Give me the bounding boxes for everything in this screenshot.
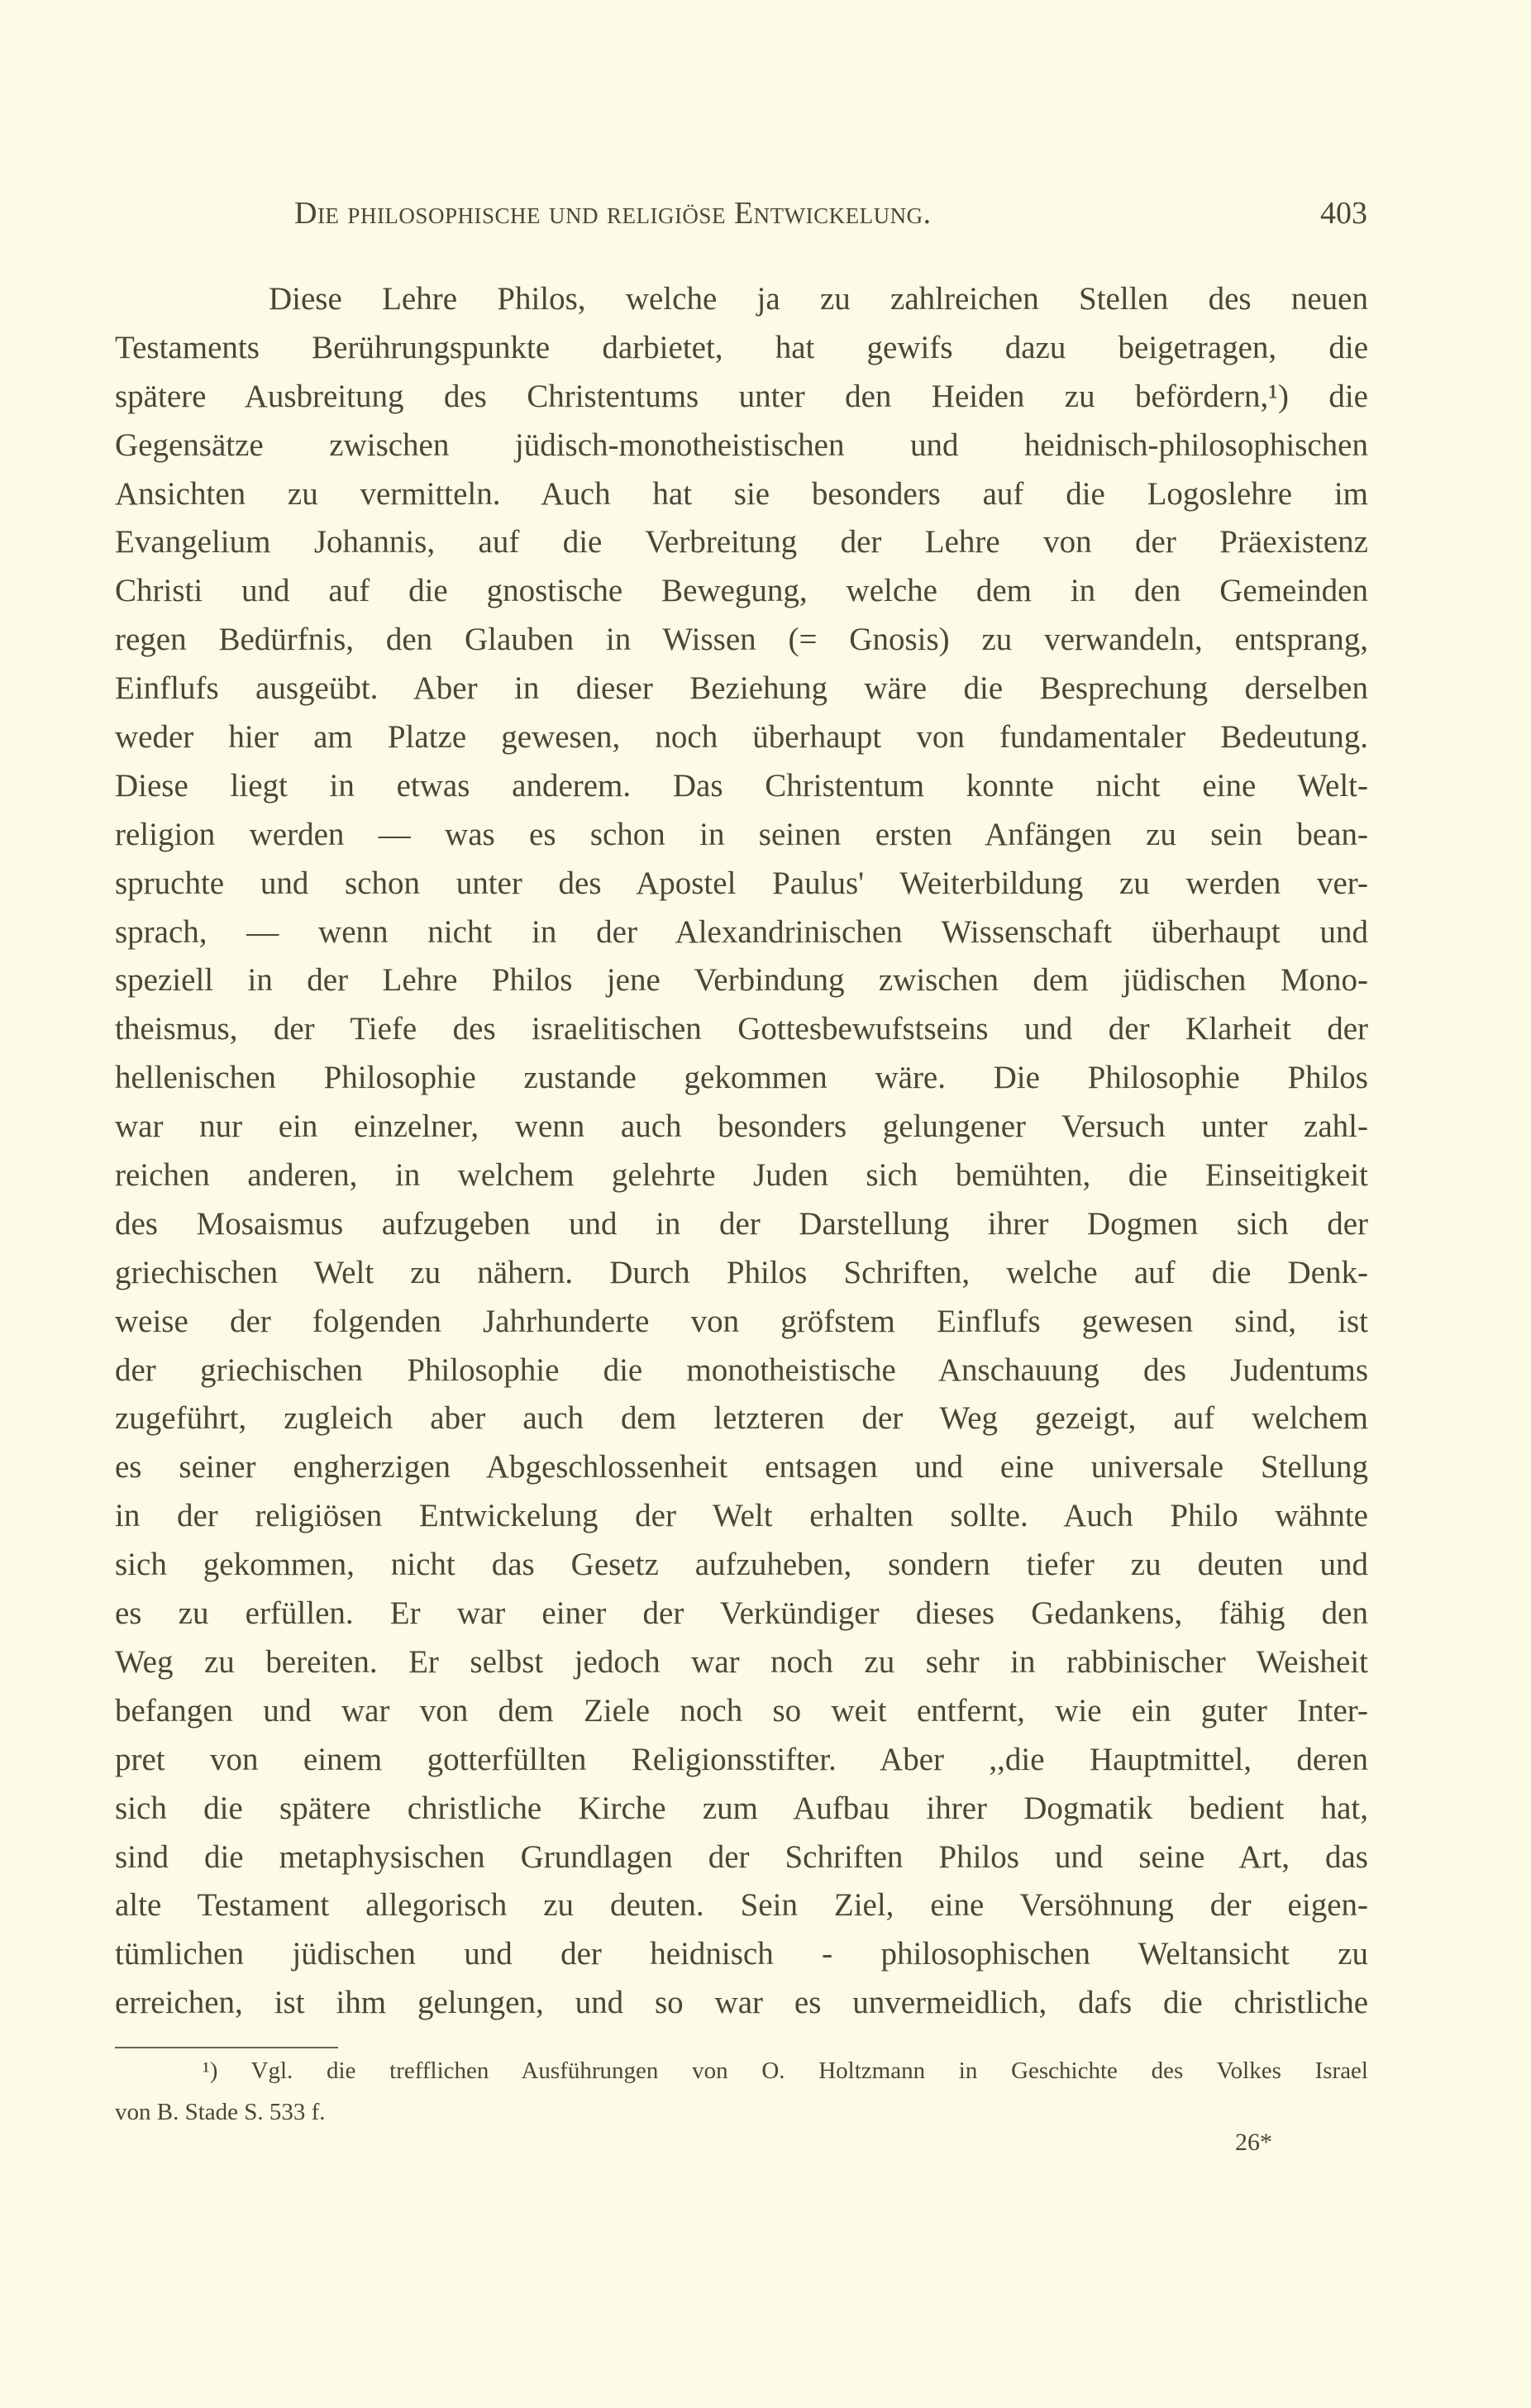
footnote-line-1: ¹) Vgl. die trefflichen Ausführungen von O. Holtzmann in Geschichte des Volkes Israel	[203, 2058, 1368, 2084]
text-line	[115, 1930, 1368, 1979]
text-line	[115, 324, 1368, 373]
text-line	[115, 762, 1368, 811]
text-line	[115, 1736, 1368, 1785]
text-line	[115, 470, 1368, 519]
body-text	[115, 275, 1368, 2028]
text-line	[115, 1054, 1368, 1103]
text-line-content: regen Bedürfnis, den Glauben in Wissen (= Gnosis) zu verwandeln, entsprang,	[115, 622, 1368, 658]
text-line-content: befangen und war von dem Ziele noch so weit entfernt, wie ein guter Inter-	[115, 1692, 1368, 1729]
text-line-content: zugeführt, zugleich aber auch dem letzteren der Weg gezeigt, auf welchem	[115, 1400, 1368, 1437]
text-line	[115, 1152, 1368, 1200]
text-line-content: griechischen Welt zu nähern. Durch Philos Schriften, welche auf die Denk-	[115, 1254, 1368, 1290]
text-line-content: Evangelium Johannis, auf die Verbreitung der Lehre von der Präexistenz	[115, 524, 1368, 560]
text-line-content: Gegensätze zwischen jüdisch-monotheistischen und heidnisch-philosophischen	[115, 427, 1368, 463]
text-line	[115, 1687, 1368, 1736]
text-line-content: tümlichen jüdischen und der heidnisch - philosophischen Weltansicht zu	[115, 1936, 1368, 1972]
text-line	[115, 665, 1368, 713]
footnote-line-2: von B. Stade S. 533 f.	[115, 2099, 326, 2125]
text-line-content: war nur ein einzelner, wenn auch besonders gelungener Versuch unter zahl-	[115, 1109, 1368, 1145]
text-line	[115, 1590, 1368, 1638]
text-line-content: speziell in der Lehre Philos jene Verbindung zwischen dem jüdischen Mono-	[115, 962, 1368, 999]
text-line-content: alte Testament allegorisch zu deuten. Sein Ziel, eine Versöhnung der eigen-	[115, 1887, 1368, 1924]
footnote	[115, 2053, 1368, 2088]
text-line	[115, 567, 1368, 616]
text-line-content: sich die spätere christliche Kirche zum Aufbau ihrer Dogmatik bedient hat,	[115, 1790, 1368, 1826]
text-line	[115, 518, 1368, 567]
text-line	[115, 275, 1368, 324]
signature-mark: 26*	[1235, 2129, 1272, 2156]
text-line-content: Christi und auf die gnostische Bewegung, welche dem in den Gemeinden	[115, 573, 1368, 609]
text-line	[115, 373, 1368, 422]
text-line	[115, 1200, 1368, 1249]
text-line-content: reichen anderen, in welchem gelehrte Juden sich bemühten, die Einseitigkeit	[115, 1157, 1368, 1194]
text-line-content: Testaments Berührungspunkte darbietet, hat gewifs dazu beigetragen, die	[115, 329, 1368, 365]
text-line	[115, 811, 1368, 860]
text-line	[115, 1347, 1368, 1395]
text-line	[115, 422, 1368, 470]
text-line	[115, 1541, 1368, 1590]
text-line-content: es zu erfüllen. Er war einer der Verkündiger dieses Gedankens, fähig den	[115, 1595, 1368, 1632]
text-line	[115, 713, 1368, 762]
text-line	[115, 1881, 1368, 1930]
running-title: Die philosophische und religiöse Entwickelung.	[294, 196, 932, 231]
text-line	[115, 1103, 1368, 1152]
running-header	[294, 195, 1367, 236]
text-line-content: Einflufs ausgeübt. Aber in dieser Beziehung wäre die Besprechung derselben	[115, 670, 1368, 707]
text-line-content: Diese liegt in etwas anderem. Das Christentum konnte nicht eine Welt-	[115, 767, 1368, 803]
text-line	[115, 1492, 1368, 1541]
text-line-content: sprach, — wenn nicht in der Alexandrinischen Wissenschaft überhaupt und	[115, 913, 1368, 950]
text-line	[115, 860, 1368, 908]
text-line-content: spruchte und schon unter des Apostel Paulus' Weiterbildung zu werden ver-	[115, 865, 1368, 901]
text-line-content: der griechischen Philosophie die monotheistische Anschauung des Judentums	[115, 1352, 1368, 1388]
text-line-content: in der religiösen Entwickelung der Welt erhalten sollte. Auch Philo wähnte	[115, 1498, 1368, 1534]
text-line-content: sich gekommen, nicht das Gesetz aufzuheben, sondern tiefer zu deuten und	[115, 1547, 1368, 1583]
text-line	[115, 908, 1368, 957]
footnote-rule	[115, 2047, 338, 2048]
text-line-content: erreichen, ist ihm gelungen, und so war es unvermeidlich, dafs die christliche	[115, 1985, 1368, 2021]
text-line-content: des Mosaismus aufzugeben und in der Darstellung ihrer Dogmen sich der	[115, 1205, 1368, 1242]
text-line	[115, 1298, 1368, 1347]
text-line	[115, 1785, 1368, 1833]
text-line	[115, 1979, 1368, 2028]
text-line	[115, 956, 1368, 1005]
text-line	[115, 1249, 1368, 1298]
text-line-content: pret von einem gotterfüllten Religionsstifter. Aber ,,die Hauptmittel, deren	[115, 1741, 1368, 1777]
text-line	[115, 1833, 1368, 1882]
text-line	[115, 616, 1368, 665]
text-line-content: religion werden — was es schon in seinen ersten Anfängen zu sein bean-	[115, 816, 1368, 852]
text-line-content: weder hier am Platze gewesen, noch überhaupt von fundamentaler Bedeutung.	[115, 719, 1368, 756]
text-line-content: Weg zu bereiten. Er selbst jedoch war noch zu sehr in rabbinischer Weisheit	[115, 1643, 1368, 1680]
text-line	[115, 1005, 1368, 1054]
text-line	[115, 1443, 1368, 1492]
text-line-content: hellenischen Philosophie zustande gekommen wäre. Die Philosophie Philos	[115, 1060, 1368, 1096]
text-line-content: theismus, der Tiefe des israelitischen Gottesbewufstseins und der Klarheit der	[115, 1011, 1368, 1047]
text-line-content: weise der folgenden Jahrhunderte von gröfstem Einflufs gewesen sind, ist	[115, 1303, 1368, 1339]
text-line-content: Ansichten zu vermitteln. Auch hat sie besonders auf die Logoslehre im	[115, 475, 1368, 512]
text-line-content: spätere Ausbreitung des Christentums unter den Heiden zu befördern,¹) die	[115, 378, 1368, 414]
text-line-content: es seiner engherzigen Abgeschlossenheit entsagen und eine universale Stellung	[115, 1449, 1368, 1485]
text-line	[115, 1638, 1368, 1687]
text-line-content: sind die metaphysischen Grundlagen der Schriften Philos und seine Art, das	[115, 1838, 1368, 1875]
page-number: 403	[1320, 196, 1367, 231]
text-line	[115, 1395, 1368, 1443]
text-line-content: Diese Lehre Philos, welche ja zu zahlreichen Stellen des neuen	[269, 281, 1368, 317]
